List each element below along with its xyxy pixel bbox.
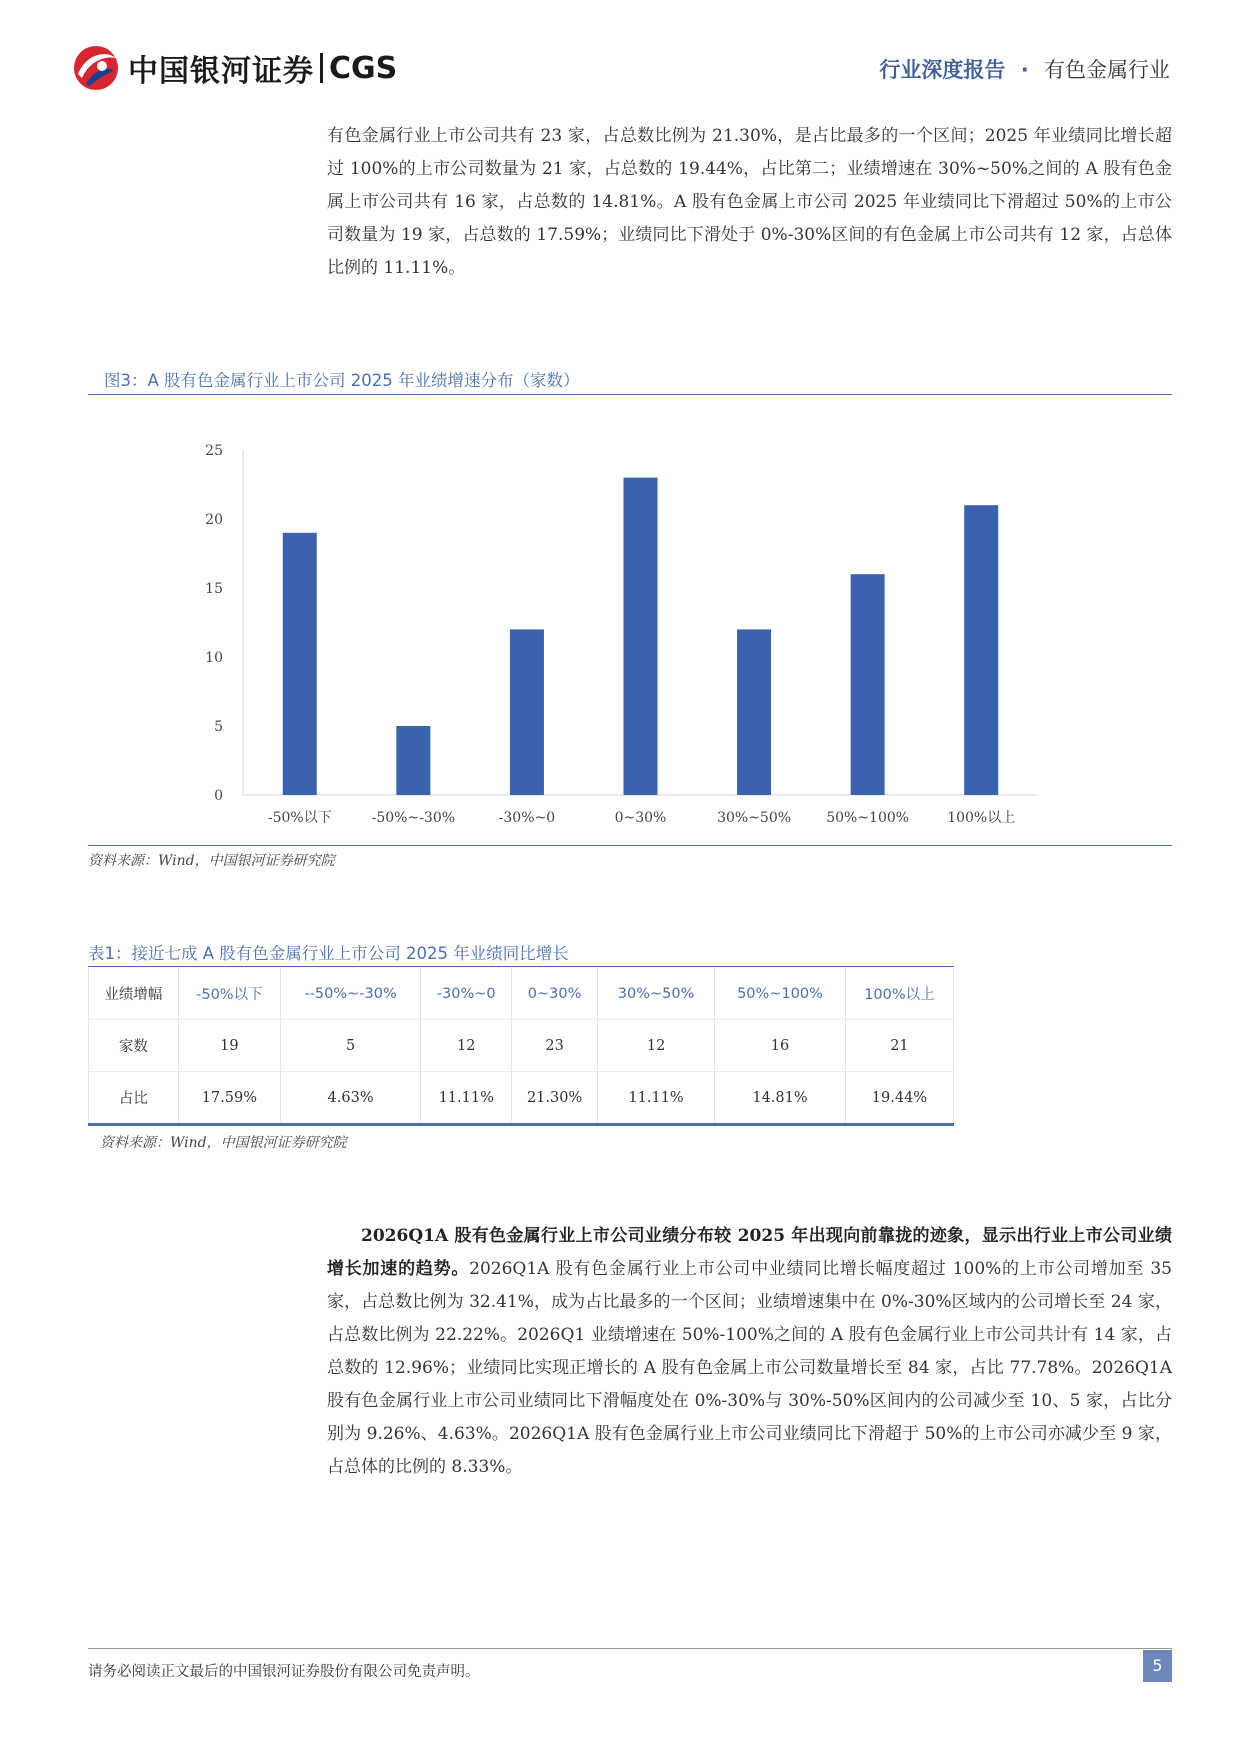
page-number: 5 xyxy=(1143,1650,1172,1682)
paragraph-2-bold: 2026Q1A 股有色金属行业上市公司业绩分布较 2025 年出现向前靠拢的迹象，显示出行业上市公司业绩增长加速的趋势。 xyxy=(327,1226,1172,1279)
report-sector: 有色金属行业 xyxy=(1044,58,1170,82)
paragraph-2 xyxy=(327,1220,1172,1484)
x-tick-label: -50%以下 xyxy=(267,810,332,826)
y-tick-label: 10 xyxy=(205,650,223,666)
table-cell: 21.30% xyxy=(512,1072,598,1125)
table-cell: 5 xyxy=(280,1020,420,1072)
table-source: 资料来源：Wind，中国银河证券研究院 xyxy=(100,1135,347,1151)
table-cell: 4.63% xyxy=(280,1072,420,1125)
table-cell: 11.11% xyxy=(421,1072,512,1125)
bar xyxy=(283,533,317,795)
x-tick-label: -30%~0 xyxy=(498,810,556,826)
paragraph-2-normal: 2026Q1A 股有色金属行业上市公司中业绩同比增长幅度超过 100%的上市公司增加至 35 家，占总数比例为 32.41%，成为占比最多的一个区间；业绩增速集中在 0%-30%区域内的公司增长至 24 家，占总数比例为 22.22%。2026Q1 业绩增速在 50%-100%之间的 A 股有色金属行业上市公司共计有 14 家，占总数的 12.96%；业绩同比实现正增长的 A 股有色金属上市公司数量增长至 84 家，占比 77.78%。2026Q1A 股有色金属行业上市公司业绩同比下滑幅度处在 0%-30%与 30%-50%区间内的公司减少至 10、5 家，占比分别为 9.26%、4.63%。2026Q1A 股有色金属行业上市公司业绩同比下滑超于 50%的上市公司亦减少至 9 家，占总体的比例的 8.33%。 xyxy=(327,1259,1172,1477)
footer-rule xyxy=(88,1648,1172,1649)
table-header-cell: -30%~0 xyxy=(421,968,512,1020)
table-header-cell: -50%以下 xyxy=(178,968,280,1020)
table-header-cell: --50%~-30% xyxy=(280,968,420,1020)
y-tick-label: 25 xyxy=(205,443,223,459)
figure-caption: 图3：A 股有色金属行业上市公司 2025 年业绩增速分布（家数） xyxy=(88,367,1172,395)
bar xyxy=(964,505,998,795)
table-cell: 23 xyxy=(512,1020,598,1072)
report-type: 行业深度报告 xyxy=(879,58,1006,82)
logo-cgs: CGS xyxy=(329,50,398,86)
logo-text: 中国银河证券 xyxy=(128,54,314,89)
table-header-row xyxy=(89,968,954,1020)
bar-chart xyxy=(88,420,1172,840)
table-cell: 19.44% xyxy=(845,1072,953,1125)
table-row xyxy=(89,1072,954,1125)
header-dot: · xyxy=(1020,58,1029,82)
x-tick-label: 0~30% xyxy=(614,810,667,826)
bar xyxy=(510,629,544,795)
table-cell: 11.11% xyxy=(598,1072,715,1125)
table-cell: 12 xyxy=(421,1020,512,1072)
table-cell: 12 xyxy=(598,1020,715,1072)
bar xyxy=(396,726,430,795)
table-cell: 16 xyxy=(715,1020,846,1072)
table-cell: 19 xyxy=(178,1020,280,1072)
table-header-cell: 30%~50% xyxy=(598,968,715,1020)
galaxy-logo-icon xyxy=(72,44,120,92)
table-header-cell: 业绩增幅 xyxy=(89,968,179,1020)
table-caption: 表1：接近七成 A 股有色金属行业上市公司 2025 年业绩同比增长 xyxy=(88,940,954,967)
bar xyxy=(737,629,771,795)
y-tick-label: 20 xyxy=(205,512,223,528)
y-tick-label: 0 xyxy=(214,788,223,804)
x-tick-label: 50%~100% xyxy=(826,810,910,826)
performance-table xyxy=(88,968,954,1126)
table-cell: 占比 xyxy=(89,1072,179,1125)
table-header-cell: 0~30% xyxy=(512,968,598,1020)
chart-svg xyxy=(88,420,1172,840)
company-logo xyxy=(72,44,397,92)
table-header-cell: 50%~100% xyxy=(715,968,846,1020)
bar xyxy=(624,478,658,795)
bar xyxy=(851,574,885,795)
table-cell: 14.81% xyxy=(715,1072,846,1125)
logo-separator xyxy=(320,53,323,83)
y-tick-label: 15 xyxy=(205,581,223,597)
x-tick-label: 30%~50% xyxy=(717,810,792,826)
report-header xyxy=(879,54,1170,84)
table-row xyxy=(89,1020,954,1072)
table-cell: 21 xyxy=(845,1020,953,1072)
table-cell: 17.59% xyxy=(178,1072,280,1125)
footer-disclaimer: 请务必阅读正文最后的中国银河证券股份有限公司免责声明。 xyxy=(88,1664,480,1680)
x-tick-label: -50%~-30% xyxy=(371,810,456,826)
figure-source: 资料来源：Wind，中国银河证券研究院 xyxy=(88,845,1172,870)
table-cell: 家数 xyxy=(89,1020,179,1072)
table-header-cell: 100%以上 xyxy=(845,968,953,1020)
x-tick-label: 100%以上 xyxy=(947,810,1016,826)
y-tick-label: 5 xyxy=(214,719,223,735)
paragraph-1: 有色金属行业上市公司共有 23 家，占总数比例为 21.30%，是占比最多的一个区间；2025 年业绩同比增长超过 100%的上市公司数量为 21 家，占总数的 19.44%，占比第二；业绩增速在 30%~50%之间的 A 股有色金属上市公司共有 16 家，占总数的 14.81%。A 股有色金属上市公司 2025 年业绩同比下滑超过 50%的上市公司数量为 19 家，占总数的 17.59%；业绩同比下滑处于 0%-30%区间的有色金属上市公司共有 12 家，占总体比例的 11.11%。 xyxy=(327,126,1172,278)
